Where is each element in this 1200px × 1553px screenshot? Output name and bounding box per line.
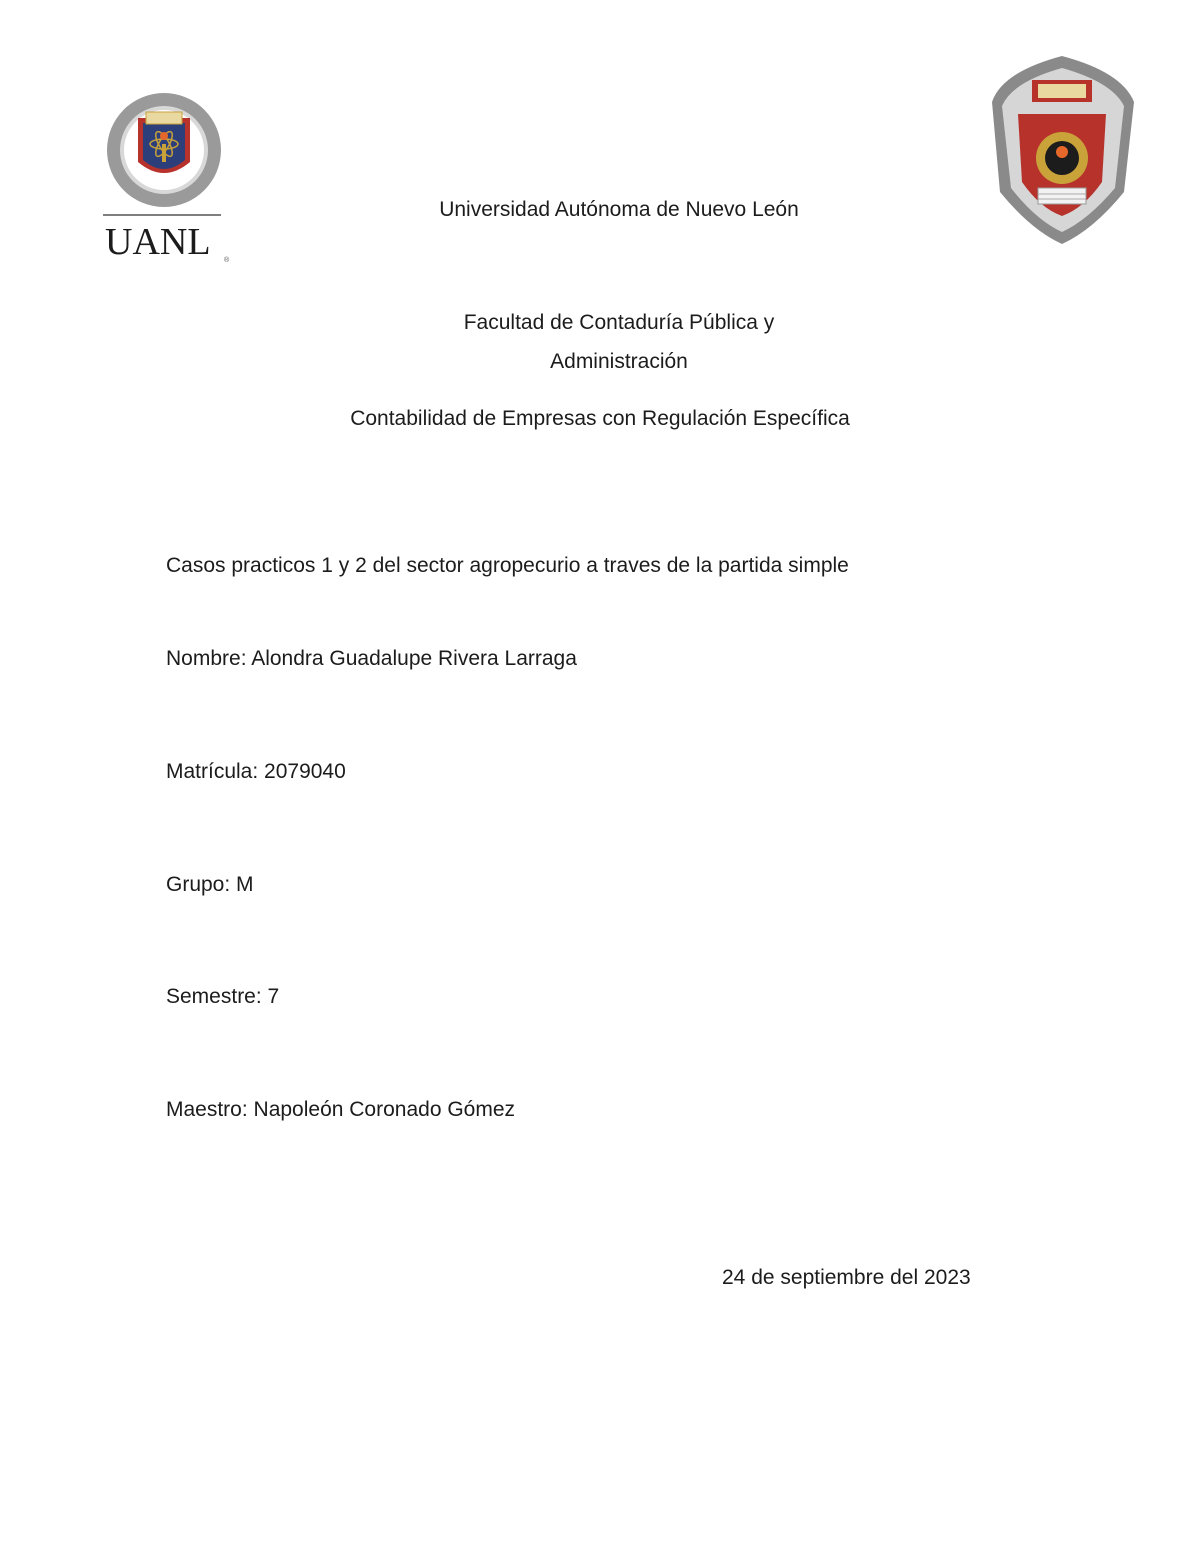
fcpa-shield-icon	[988, 52, 1138, 247]
student-group: Grupo: M	[166, 873, 254, 896]
uanl-logo	[100, 92, 235, 267]
uanl-seal-icon	[100, 92, 235, 267]
faculty-name-line2: Administración	[550, 350, 688, 373]
teacher-name: Maestro: Napoleón Coronado Gómez	[166, 1098, 516, 1121]
faculty-name-line1: Facultad de Contaduría Pública y	[463, 311, 775, 334]
course-name: Contabilidad de Empresas con Regulación Específica	[350, 407, 850, 430]
student-name: Nombre: Alondra Guadalupe Rivera Larraga	[166, 647, 577, 670]
student-id: Matrícula: 2079040	[166, 760, 346, 783]
university-name: Universidad Autónoma de Nuevo León	[439, 198, 799, 221]
uanl-wordmark: UANL	[105, 221, 211, 263]
assignment-title: Casos practicos 1 y 2 del sector agropecurio a traves de la partida simple	[166, 554, 849, 577]
submission-date: 24 de septiembre del 2023	[722, 1266, 971, 1289]
student-semester: Semestre: 7	[166, 985, 280, 1008]
fcpa-logo	[988, 52, 1138, 247]
svg-text:®: ®	[224, 257, 230, 264]
